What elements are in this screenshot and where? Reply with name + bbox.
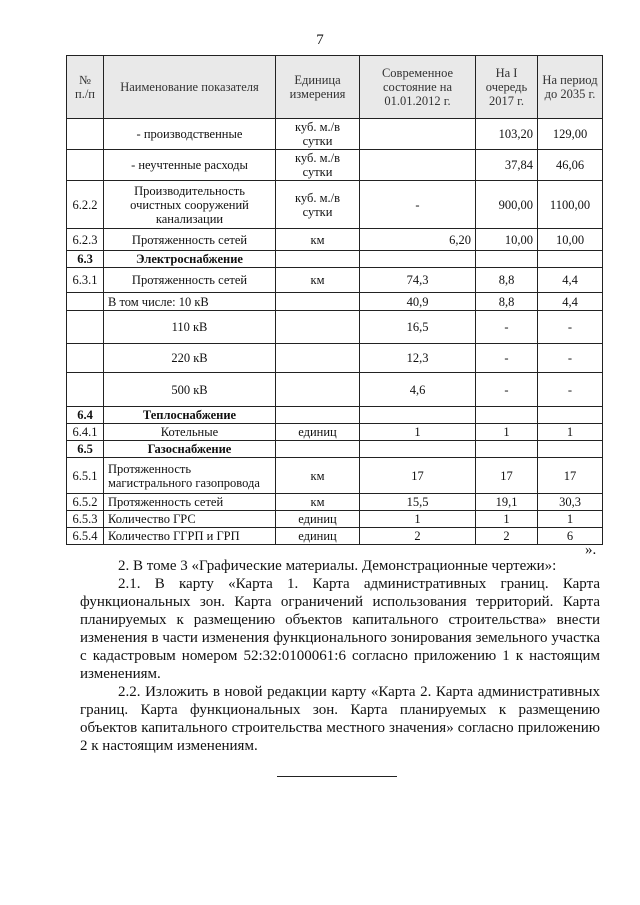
cell-stage1: [476, 407, 538, 424]
cell-2035: -: [538, 373, 603, 407]
cell-num: 6.5.4: [67, 528, 104, 545]
cell-2035: 1: [538, 511, 603, 528]
cell-unit: км: [276, 268, 360, 293]
cell-stage1: 900,00: [476, 181, 538, 229]
separator-line: [277, 776, 397, 777]
cell-2035: 30,3: [538, 494, 603, 511]
cell-2035: -: [538, 344, 603, 373]
table-row: [67, 150, 603, 181]
cell-num: [67, 119, 104, 150]
cell-name: Протяженность сетей: [104, 494, 276, 511]
table-row: [67, 119, 603, 150]
cell-stage1: 1: [476, 424, 538, 441]
paragraph-2: [80, 557, 600, 575]
cell-unit: единиц: [276, 511, 360, 528]
cell-num: 6.2.2: [67, 181, 104, 229]
cell-name: Газоснабжение: [104, 441, 276, 458]
indicators-table: [66, 55, 603, 545]
cell-stage1: -: [476, 344, 538, 373]
cell-2035: 129,00: [538, 119, 603, 150]
cell-num: 6.3: [67, 251, 104, 268]
cell-current: 4,6: [360, 373, 476, 407]
cell-current: [360, 150, 476, 181]
cell-num: [67, 293, 104, 311]
cell-name: Производительность очистных сооружений канализации: [104, 181, 276, 229]
header-name: Наименование показателя: [104, 56, 276, 119]
cell-name: Протяженность магистрального газопровода: [104, 458, 276, 494]
table-header-row: [67, 56, 603, 119]
header-num: № п./п: [67, 56, 104, 119]
header-stage1: На I очередь 2017 г.: [476, 56, 538, 119]
cell-2035: 6: [538, 528, 603, 545]
header-current: Современное состояние на 01.01.2012 г.: [360, 56, 476, 119]
cell-current: -: [360, 181, 476, 229]
cell-num: [67, 373, 104, 407]
cell-num: 6.5.2: [67, 494, 104, 511]
cell-unit: куб. м./в сутки: [276, 150, 360, 181]
cell-num: 6.3.1: [67, 268, 104, 293]
cell-num: [67, 344, 104, 373]
table-row: [67, 373, 603, 407]
table-row: [67, 528, 603, 545]
cell-unit: [276, 441, 360, 458]
cell-unit: единиц: [276, 528, 360, 545]
cell-num: 6.2.3: [67, 229, 104, 251]
cell-name: Котельные: [104, 424, 276, 441]
cell-name: 500 кВ: [104, 373, 276, 407]
cell-unit: [276, 344, 360, 373]
cell-unit: [276, 407, 360, 424]
cell-2035: -: [538, 311, 603, 344]
cell-unit: куб. м./в сутки: [276, 119, 360, 150]
cell-current: 12,3: [360, 344, 476, 373]
cell-unit: км: [276, 494, 360, 511]
cell-stage1: 17: [476, 458, 538, 494]
cell-2035: 4,4: [538, 293, 603, 311]
cell-stage1: -: [476, 373, 538, 407]
cell-current: 74,3: [360, 268, 476, 293]
cell-num: [67, 311, 104, 344]
cell-unit: [276, 251, 360, 268]
cell-2035: 46,06: [538, 150, 603, 181]
paragraph-2-2-text: 2.2. Изложить в новой редакции карту «Карта 2. Карта административных границ. Карта функциональных зон. Карта планируемых к размещению объектов капитального строительства местного значения» согласно приложению 2 к настоящим изменениям.: [80, 684, 600, 754]
header-unit: Единица измерения: [276, 56, 360, 119]
paragraph-2-1: [80, 575, 600, 683]
cell-name: - неучтенные расходы: [104, 150, 276, 181]
table-row: [67, 229, 603, 251]
cell-num: 6.4: [67, 407, 104, 424]
table-row: [67, 494, 603, 511]
cell-current: 2: [360, 528, 476, 545]
cell-current: 1: [360, 511, 476, 528]
cell-stage1: [476, 251, 538, 268]
cell-unit: единиц: [276, 424, 360, 441]
cell-2035: 4,4: [538, 268, 603, 293]
cell-unit: куб. м./в сутки: [276, 181, 360, 229]
cell-current: [360, 119, 476, 150]
cell-name: Количество ГРС: [104, 511, 276, 528]
cell-name: 220 кВ: [104, 344, 276, 373]
table-row: [67, 344, 603, 373]
cell-current: 15,5: [360, 494, 476, 511]
cell-stage1: 1: [476, 511, 538, 528]
cell-stage1: 2: [476, 528, 538, 545]
cell-name: Протяженность сетей: [104, 229, 276, 251]
cell-current: 1: [360, 424, 476, 441]
cell-name: 110 кВ: [104, 311, 276, 344]
cell-name: Протяженность сетей: [104, 268, 276, 293]
header-2035: На период до 2035 г.: [538, 56, 603, 119]
table-row: [67, 181, 603, 229]
cell-num: 6.5.1: [67, 458, 104, 494]
cell-stage1: 19,1: [476, 494, 538, 511]
table-row: [67, 268, 603, 293]
cell-num: [67, 150, 104, 181]
cell-2035: [538, 251, 603, 268]
table-row: [67, 511, 603, 528]
cell-current: 6,20: [360, 229, 476, 251]
cell-stage1: -: [476, 311, 538, 344]
cell-stage1: 103,20: [476, 119, 538, 150]
cell-name: Электроснабжение: [104, 251, 276, 268]
table-section-row: [67, 407, 603, 424]
page-number: 7: [316, 32, 324, 48]
closing-quote: ».: [585, 542, 597, 558]
cell-name: Количество ГГРП и ГРП: [104, 528, 276, 545]
cell-stage1: 8,8: [476, 268, 538, 293]
table-row: [67, 424, 603, 441]
cell-stage1: 8,8: [476, 293, 538, 311]
table-row: [67, 311, 603, 344]
table-section-row: [67, 251, 603, 268]
cell-num: 6.5.3: [67, 511, 104, 528]
table-row: [67, 293, 603, 311]
cell-num: 6.5: [67, 441, 104, 458]
cell-name: - производственные: [104, 119, 276, 150]
cell-name: Теплоснабжение: [104, 407, 276, 424]
cell-2035: [538, 441, 603, 458]
cell-current: 40,9: [360, 293, 476, 311]
cell-unit: км: [276, 458, 360, 494]
cell-name: В том числе: 10 кВ: [104, 293, 276, 311]
cell-stage1: [476, 441, 538, 458]
paragraph-2-2: [80, 683, 600, 755]
cell-current: 17: [360, 458, 476, 494]
cell-2035: 10,00: [538, 229, 603, 251]
cell-2035: 17: [538, 458, 603, 494]
table-row: [67, 458, 603, 494]
cell-unit: [276, 293, 360, 311]
cell-unit: [276, 311, 360, 344]
cell-current: [360, 251, 476, 268]
paragraph-2-1-text: 2.1. В карту «Карта 1. Карта административных границ. Карта функциональных зон. Карта ограничений использования территорий. Карта планируемых к размещению объектов капитального строительства» внести изменения в части изменения функционального зонирования земельного участка с кадастровым номером 52:32:0100061:6 согласно приложению 1 к настоящим изменениям.: [80, 576, 600, 682]
cell-current: [360, 441, 476, 458]
cell-stage1: 10,00: [476, 229, 538, 251]
cell-num: 6.4.1: [67, 424, 104, 441]
cell-2035: [538, 407, 603, 424]
cell-2035: 1100,00: [538, 181, 603, 229]
cell-2035: 1: [538, 424, 603, 441]
cell-unit: [276, 373, 360, 407]
cell-current: [360, 407, 476, 424]
cell-unit: км: [276, 229, 360, 251]
cell-stage1: 37,84: [476, 150, 538, 181]
table-section-row: [67, 441, 603, 458]
cell-current: 16,5: [360, 311, 476, 344]
paragraph-2-text: 2. В томе 3 «Графические материалы. Демонстрационные чертежи»:: [118, 558, 557, 574]
